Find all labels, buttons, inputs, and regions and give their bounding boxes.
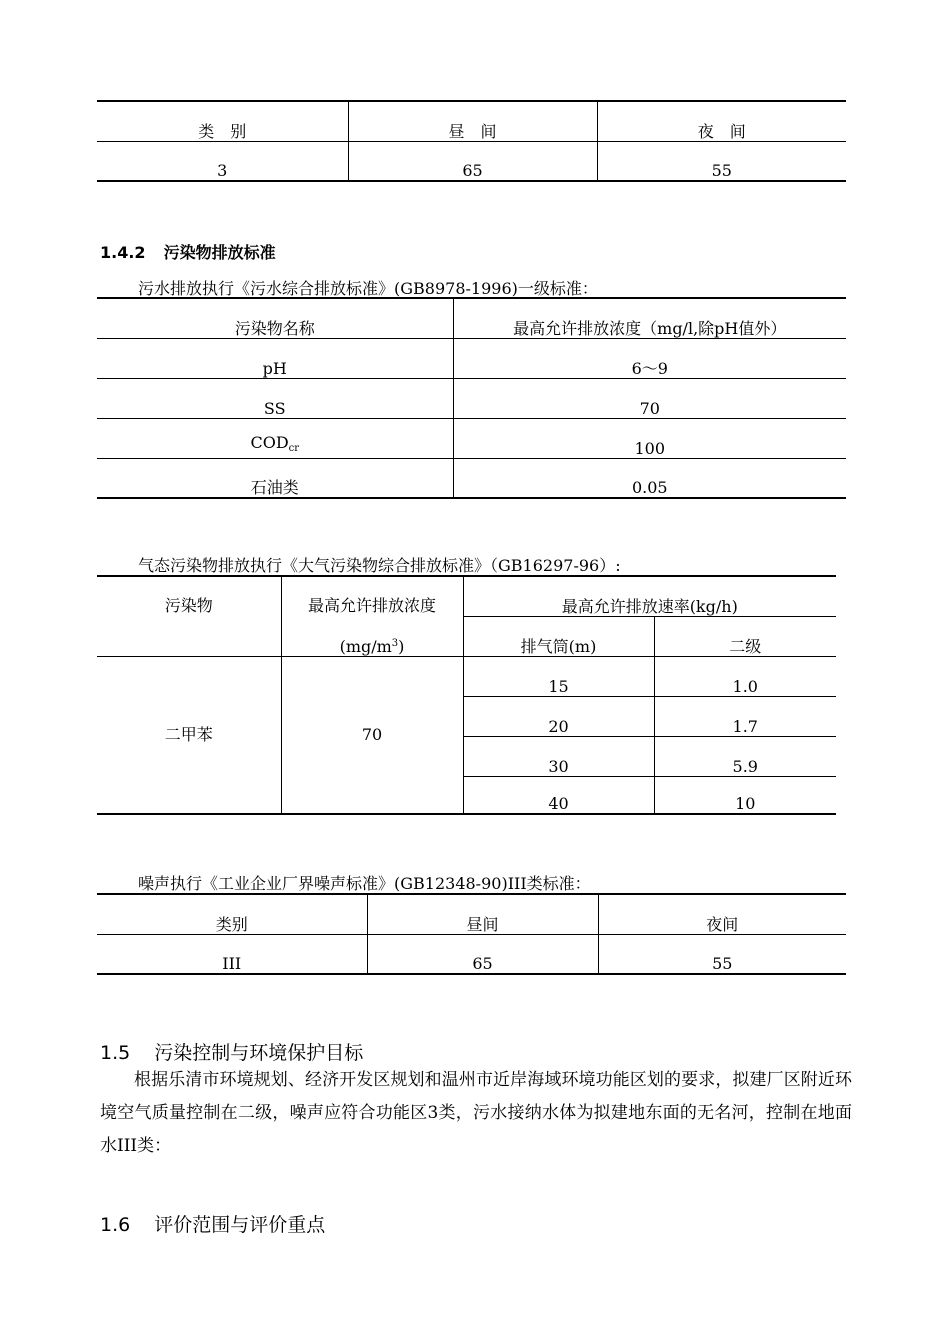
noise-standard-table (97, 893, 846, 975)
noise-header-night: 夜间 (598, 894, 846, 934)
water-row-name: SS (97, 378, 453, 418)
section-15-title: 污染控制与环境保护目标 (154, 1042, 364, 1064)
table1-header-day: 昼 间 (348, 101, 597, 141)
section-142-title: 污染物排放标准 (163, 243, 276, 262)
air-caption: 气态污染物排放执行《大气污染物综合排放标准》（GB16297-96）: (138, 556, 621, 575)
section-15-paragraph: 根据乐清市环境规划、经济开发区规划和温州市近岸海域环境功能区划的要求，拟建厂区附近环境空气质量控制在二级，噪声应符合功能区3类，污水接纳水体为拟建地东面的无名河，控制在地面水III类： (100, 1070, 852, 1156)
table1-cell-day: 65 (348, 141, 597, 181)
air-cell-stack: 15 (463, 656, 654, 696)
section-16-heading (100, 1210, 325, 1237)
water-standard-table (97, 297, 846, 499)
noise-header-class: 类别 (97, 894, 367, 934)
section-142-heading (100, 240, 276, 263)
air-cell-pollutant: 二甲苯 (97, 656, 281, 814)
section-142-number: 1.4.2 (100, 243, 146, 262)
air-cell-stack: 40 (463, 776, 654, 814)
water-header-name: 污染物名称 (97, 298, 453, 338)
air-cell-stack: 20 (463, 696, 654, 736)
section-16-number: 1.6 (100, 1214, 131, 1236)
table1-cell-night: 55 (597, 141, 846, 181)
air-cell-rate: 1.0 (654, 656, 836, 696)
noise-cell-day: 65 (367, 934, 598, 974)
air-cell-rate: 5.9 (654, 736, 836, 776)
water-row-value: 6～9 (453, 338, 846, 378)
noise-caption: 噪声执行《工业企业厂界噪声标准》(GB12348-90)III类标准： (138, 874, 591, 893)
section-15-heading (100, 1038, 363, 1065)
air-header-rate: 最高允许排放速率(kg/h) (463, 576, 836, 616)
air-header-conc-unit: $(mg/m^3)$ (281, 616, 463, 656)
noise-header-day: 昼间 (367, 894, 598, 934)
water-row-name-cod: $COD_{cr}$ (97, 418, 453, 458)
air-header-conc: 最高允许排放浓度 (281, 576, 463, 616)
noise-cell-night: 55 (598, 934, 846, 974)
table1-header-night: 夜 间 (597, 101, 846, 141)
table1-header-class: 类 别 (97, 101, 348, 141)
water-row-value: 100 (453, 418, 846, 458)
section-16-title: 评价范围与评价重点 (154, 1214, 326, 1236)
water-row-value: 70 (453, 378, 846, 418)
section-15-number: 1.5 (100, 1042, 131, 1064)
air-cell-conc: 70 (281, 656, 463, 814)
cod-subscript: cr (288, 442, 300, 454)
water-caption: 污水排放执行《污水综合排放标准》(GB8978-1996)一级标准： (138, 279, 598, 298)
air-header-pollutant: 污染物 (97, 576, 281, 656)
air-cell-rate: 1.7 (654, 696, 836, 736)
air-header-level: 二级 (654, 616, 836, 656)
air-header-stack: 排气筒(m) (463, 616, 654, 656)
air-cell-rate: 10 (654, 776, 836, 814)
air-cell-stack: 30 (463, 736, 654, 776)
water-row-name: 石油类 (97, 458, 453, 498)
water-header-conc: 最高允许排放浓度（mg/l,除pH值外） (453, 298, 846, 338)
noise-cell-class: III (97, 934, 367, 974)
table1-cell-class: 3 (97, 141, 348, 181)
water-row-name: pH (97, 338, 453, 378)
air-standard-table (97, 575, 836, 815)
water-row-value: 0.05 (453, 458, 846, 498)
noise-class-table-top (97, 100, 846, 182)
